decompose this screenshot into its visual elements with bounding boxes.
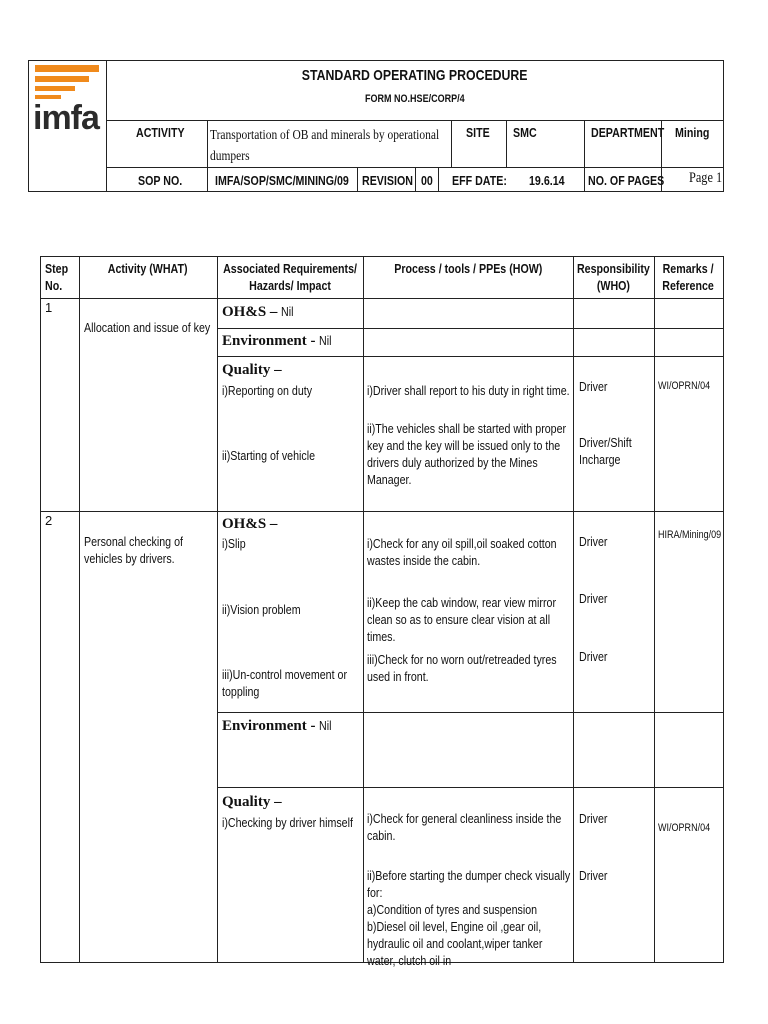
col-header-responsibility: Responsibility (WHO) xyxy=(577,261,650,293)
activity-label: ACTIVITY xyxy=(136,125,185,140)
step-number: 2 xyxy=(45,513,53,528)
form-number: FORM NO.HSE/CORP/4 xyxy=(364,93,465,105)
department-value: Mining xyxy=(675,125,710,140)
pages-label: NO. OF PAGES xyxy=(588,173,665,188)
company-logo xyxy=(31,63,105,151)
process-checklist: ii)Before starting the dumper check visually for: a)Condition of tyres and suspension b)Diesel oil level, Engine oil ,gear oil, hydraulic oil and coolant,wiper tanker water, clutch oil in xyxy=(367,868,571,968)
sop-no-value: IMFA/SOP/SMC/MINING/09 xyxy=(215,173,349,188)
col-header-requirements: Associated Requirements/ Hazards/ Impact xyxy=(223,261,357,293)
responsibility-text: Driver xyxy=(579,534,608,549)
remarks-text: WI/OPRN/04 xyxy=(658,822,711,834)
revision-value: 00 xyxy=(421,173,433,188)
responsibility-text: Driver/Shift Incharge xyxy=(579,435,632,467)
hazard-text: iii)Un-control movement or toppling xyxy=(222,667,347,699)
process-text: iii)Check for no worn out/retreaded tyres used in front. xyxy=(367,652,557,684)
sop-no-label: SOP NO. xyxy=(138,173,183,188)
process-text: i)Driver shall report to his duty in right time. xyxy=(367,383,570,398)
page-title: STANDARD OPERATING PROCEDURE xyxy=(301,67,528,84)
ohs-section: OH&S – Nil xyxy=(222,304,294,320)
col-header-activity: Activity (WHAT) xyxy=(108,261,188,276)
pages-value: Page 1 xyxy=(689,170,723,186)
quality-section: Quality – xyxy=(222,362,282,378)
logo-wordmark: imfa xyxy=(33,99,99,137)
site-label: SITE xyxy=(466,125,490,140)
quality-section: Quality – xyxy=(222,794,282,810)
process-text: i)Check for general cleanliness inside the cabin. xyxy=(367,811,562,843)
process-text: i)Check for any oil spill,oil soaked cotton wastes inside the cabin. xyxy=(367,536,557,568)
requirement-text: ii)Starting of vehicle xyxy=(222,448,316,463)
remarks-text: HIRA/Mining/09 xyxy=(658,529,722,541)
hazard-text: i)Slip xyxy=(222,536,246,551)
remarks-text: WI/OPRN/04 xyxy=(658,380,711,392)
requirement-text: i)Checking by driver himself xyxy=(222,815,353,830)
responsibility-text: Driver xyxy=(579,811,608,826)
ohs-section: OH&S – xyxy=(222,516,278,532)
responsibility-text: Driver xyxy=(579,868,608,883)
eff-date-label: EFF DATE: xyxy=(452,173,507,188)
requirement-text: i)Reporting on duty xyxy=(222,383,313,398)
responsibility-text: Driver xyxy=(579,591,608,606)
responsibility-text: Driver xyxy=(579,379,608,394)
process-text: ii)Keep the cab window, rear view mirror clean so as to ensure clear vision at all times. xyxy=(367,595,556,644)
sop-header-form xyxy=(28,60,724,192)
responsibility-text: Driver xyxy=(579,649,608,664)
process-text: ii)The vehicles shall be started with proper key and the key will be issued only to the drivers duly authorized by the Mines Manager. xyxy=(367,421,567,487)
col-header-remarks: Remarks / Reference xyxy=(662,261,715,293)
revision-label: REVISION xyxy=(362,173,413,188)
procedure-table xyxy=(40,256,724,968)
environment-section: Environment - Nil xyxy=(222,718,332,734)
step-number: 1 xyxy=(45,300,53,315)
environment-section: Environment - Nil xyxy=(222,333,332,349)
eff-date-value: 19.6.14 xyxy=(529,173,565,188)
activity-value: Transportation of OB and minerals by operational dumpers xyxy=(210,128,440,164)
step-activity: Allocation and issue of key xyxy=(84,320,211,335)
site-value: SMC xyxy=(513,125,537,140)
col-header-process: Process / tools / PPEs (HOW) xyxy=(393,261,543,276)
step-activity: Personal checking of vehicles by drivers. xyxy=(84,534,183,566)
col-header-step: Step No. xyxy=(45,261,69,293)
department-label: DEPARTMENT xyxy=(591,125,665,140)
hazard-text: ii)Vision problem xyxy=(222,602,301,617)
